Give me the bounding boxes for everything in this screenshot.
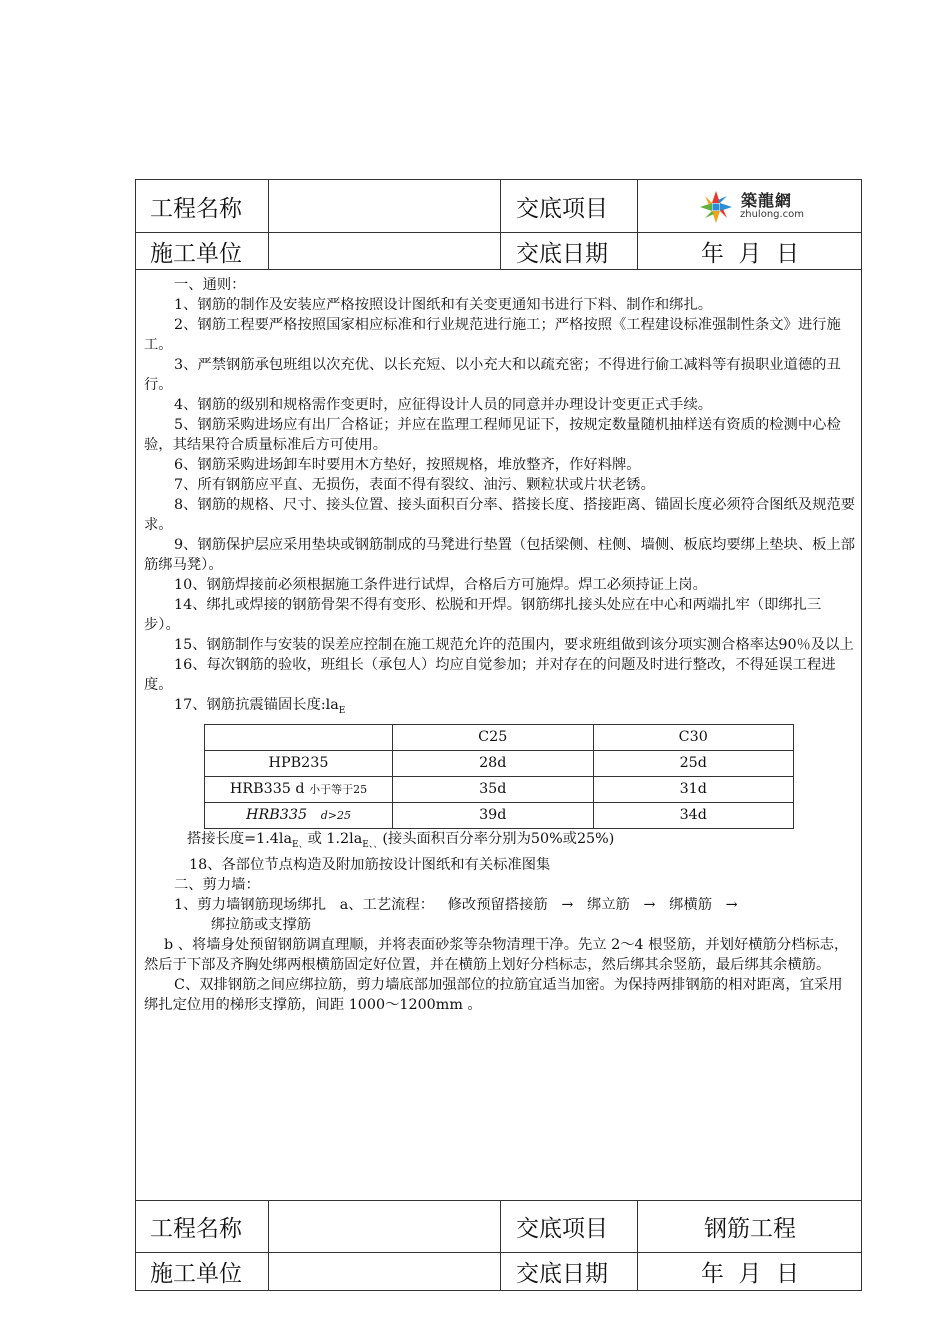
header-row-unit [136, 233, 861, 270]
lap-c: (接头面积百分率分别为50%或25%) [382, 830, 615, 847]
list-item: 2、钢筋工程要严格按照国家相应标准和行业规范进行施工；严格按照《工程建设标准强制性条文》进行施工。 [144, 317, 841, 353]
table-cell-grade [205, 750, 393, 776]
date-label: 交底日期 [516, 240, 608, 267]
header-row-project [136, 180, 861, 233]
grade-note: 小于等于25 [309, 782, 368, 796]
table-header-cell: C30 [593, 724, 794, 750]
section-1-title: 一、通则： [174, 277, 246, 293]
lap-sub-a: E、 [292, 839, 308, 850]
lap-length [144, 829, 856, 855]
list-item: 8、钢筋的规格、尺寸、接头位置、接头面积百分率、搭接长度、搭接距离、锚固长度必须符合图纸及规范要求。 [144, 497, 856, 533]
item-17 [144, 695, 856, 721]
footer-unit-label: 施工单位 [150, 1261, 242, 1287]
footer-date-label: 交底日期 [516, 1261, 608, 1287]
table-header-cell: C25 [393, 724, 594, 750]
disclosure-content [144, 275, 856, 1015]
logo-name: 築龍網 [741, 191, 793, 210]
table-cell-grade [205, 802, 393, 828]
list-item: 16、每次钢筋的验收，班组长（承包人）均应自觉参加；并对存在的问题及时进行整改，不得延误工程进度。 [144, 657, 836, 693]
table-cell: 35d [393, 776, 594, 802]
table-header-cell [205, 724, 393, 750]
table-cell: 28d [393, 750, 594, 776]
list-item: 7、所有钢筋应平直、无损伤，表面不得有裂纹、油污、颗粒状或片状老锈。 [174, 477, 655, 493]
unit-label: 施工单位 [150, 240, 242, 267]
table-cell: 31d [593, 776, 794, 802]
table-cell-grade [205, 776, 393, 802]
footer-item-value: 钢筋工程 [704, 1216, 796, 1242]
footer-item-label: 交底项目 [516, 1216, 608, 1242]
grade-label: HRB335 d [229, 780, 310, 797]
list-item: 1、钢筋的制作及安装应严格按照设计图纸和有关变更通知书进行下料、制作和绑扎。 [174, 297, 713, 313]
table-cell: 34d [593, 802, 794, 828]
footer-date-value: 年 月 日 [700, 1261, 800, 1287]
lap-b: 或 1.2la [307, 830, 363, 847]
lap-a: 搭接长度=1.4la [187, 830, 292, 847]
item-17-sub: E [338, 705, 346, 716]
section-2-title: 二、剪力墙： [174, 876, 260, 893]
footer-row-project [136, 1200, 861, 1253]
list-item: 6、钢筋采购进场卸车时要用木方垫好，按照规格，堆放整齐，作好料牌。 [174, 457, 641, 473]
grade-note: d>25 [320, 808, 351, 822]
list-item: 15、钢筋制作与安装的误差应控制在施工规范允许的范围内，要求班组做到该分项实测合格率达90％及以上 [174, 637, 854, 653]
disclosure-form [135, 179, 862, 1291]
table-cell: 39d [393, 802, 594, 828]
item-18: 18、各部位节点构造及附加筋按设计图纸和有关标准图集 [189, 856, 551, 873]
logo-domain: zhulong.com [740, 209, 805, 220]
list-item: 10、钢筋焊接前必须根据施工条件进行试焊，合格后方可施焊。焊工必须持证上岗。 [174, 577, 707, 593]
list-item: 14、绑扎或焊接的钢筋骨架不得有变形、松脱和开焊。钢筋绑扎接头处应在中心和两端扎牢（即绑扎三步）。 [144, 597, 822, 633]
table-row [205, 802, 794, 828]
item-17-text: 17、钢筋抗震锚固长度:la [174, 697, 339, 713]
section-2-item-b: b 、将墙身处预留钢筋调直理顺，并将表面砂浆等杂物清理干净。先立 2～4 根竖筋，并划好横筋分档标志，然后于下部及齐胸处绑两根横筋固定好位置，并在横筋上划好分档标志，然后绑其余竖筋，最后绑其余横筋。 [144, 936, 849, 973]
anchor-length-table [204, 724, 794, 829]
lap-sub-b: E、、 [362, 839, 383, 850]
grade-label: HPB235 [268, 755, 329, 772]
grade-label: HRB335 [246, 806, 308, 823]
section-2-item-1: 1、剪力墙钢筋现场绑扎 a、工艺流程： 修改预留搭接筋 → 绑立筋 → 绑横筋 → [174, 896, 738, 913]
list-item: 9、钢筋保护层应采用垫块或钢筋制成的马凳进行垫置（包括梁侧、柱侧、墙侧、板底均要绑上垫块、板上部筋绑马凳）。 [144, 537, 856, 573]
list-item: 5、钢筋采购进场应有出厂合格证；并应在监理工程师见证下，按规定数量随机抽样送有资质的检测中心检验，其结果符合质量标准后方可使用。 [144, 417, 841, 453]
section-2-item-c: C、双排钢筋之间应绑拉筋，剪力墙底部加强部位的拉筋宜适当加密。为保持两排钢筋的相对距离，宜采用绑扎定位用的梯形支撑筋，间距 1000～1200mm 。 [144, 976, 843, 1013]
list-item: 4、钢筋的级别和规格需作变更时，应征得设计人员的同意并办理设计变更正式手续。 [174, 397, 713, 413]
project-name-label: 工程名称 [150, 195, 242, 222]
date-value: 年 月 日 [700, 240, 800, 267]
table-row [205, 776, 794, 802]
section-2-item-1-cont: 绑拉筋或支撑筋 [211, 916, 312, 933]
table-row [205, 750, 794, 776]
item-label: 交底项目 [516, 195, 608, 222]
list-item: 3、严禁钢筋承包班组以次充优、以长充短、以小充大和以疏充密；不得进行偷工减料等有损职业道德的丑行。 [144, 357, 841, 393]
table-header-row [205, 724, 794, 750]
table-cell: 25d [593, 750, 794, 776]
footer-project-name-label: 工程名称 [150, 1216, 242, 1242]
footer-row-unit [136, 1253, 861, 1290]
